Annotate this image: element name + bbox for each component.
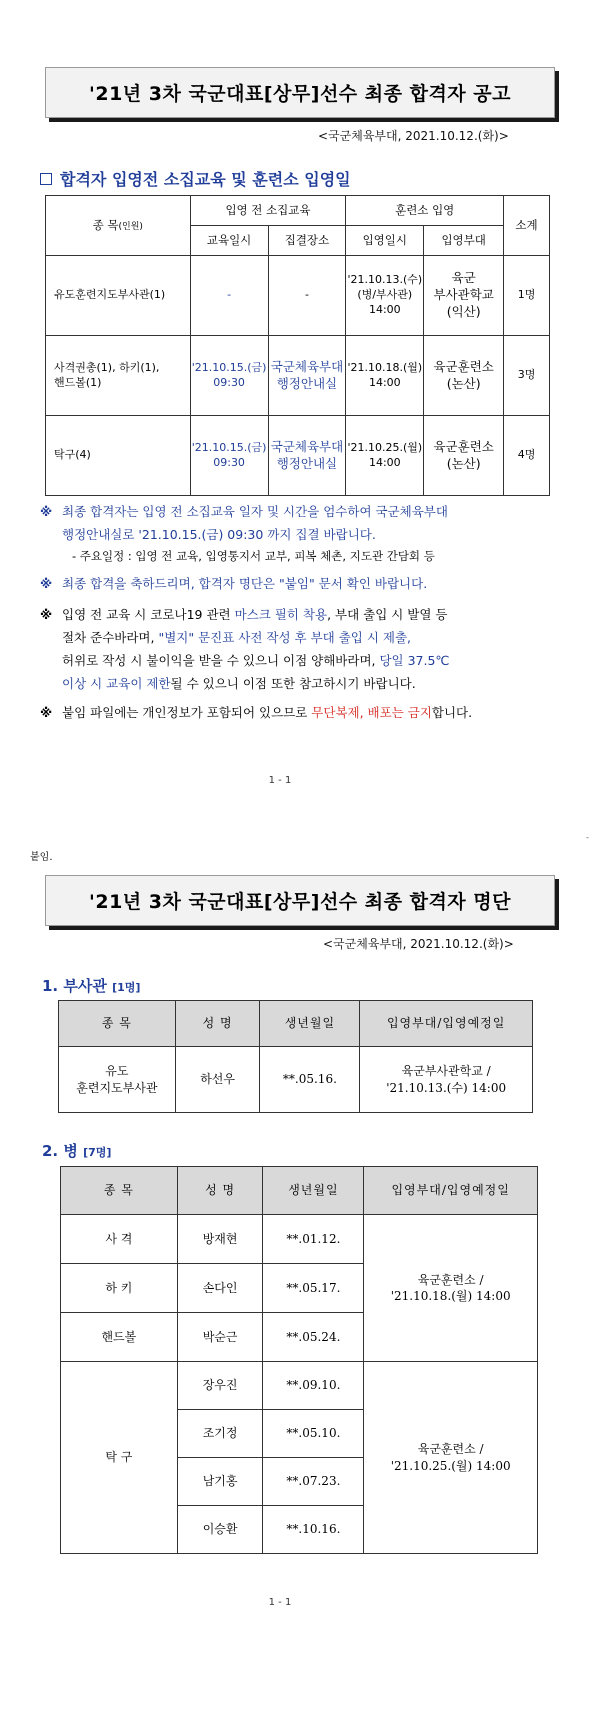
table-row: 탁 구 장우진 **.09.10. 육군훈련소 / '21.10.25.(월) 14:00 (61, 1362, 538, 1410)
header-edu-date: 교육일시 (190, 226, 268, 256)
note-4: ※ 붙임 파일에는 개인정보가 포함되어 있으므로 무단복제, 배포는 금지합니다. (40, 705, 473, 720)
page-number: 1 - 1 (268, 1597, 292, 1608)
table-row: 조기정 **.05.10. (61, 1410, 538, 1458)
table-row: 사격권총(1), 하키(1), 핸드볼(1) '21.10.15.(금) 09:30 국군체육부대 행정안내실 '21.10.18.(월) 14:00 육군훈련소 (논산) 3명 (46, 336, 550, 416)
header-sport: 종 목 (61, 1167, 178, 1215)
nco-table (58, 1000, 533, 1113)
notes-block (40, 500, 570, 724)
note-1-sub: - 주요일정 : 입영 전 교육, 입영통지서 교부, 피복 체촌, 지도관 간담회 등 (72, 549, 435, 563)
table-row: 유도 훈련지도부사관 하선우 **.05.16. 육군부사관학교 / '21.10.13.(수) 14:00 (59, 1047, 533, 1113)
table-row: 하 키 손다인 **.05.17. (61, 1264, 538, 1313)
table-row: 남기홍 **.07.23. (61, 1458, 538, 1506)
section-enlisted-heading: 2. 병 [7명] (42, 1142, 112, 1160)
notice-dateline: <국군체육부대, 2021.10.12.(화)> (318, 129, 509, 143)
notice-title: '21년 3차 국군대표[상무]선수 최종 합격자 공고 (45, 67, 555, 118)
header-camp-date: 입영일시 (346, 226, 424, 256)
header-edu-place: 집결장소 (268, 226, 346, 256)
table-row: 사 격 방재현 **.01.12. 육군훈련소 / '21.10.18.(월) 14:00 (61, 1215, 538, 1264)
header-edu: 입영 전 소집교육 (190, 196, 346, 226)
header-camp-unit: 입영부대 (424, 226, 504, 256)
header-camp: 훈련소 입영 (346, 196, 504, 226)
note-2: ※ 최종 합격을 축하드리며, 합격자 명단은 "붙임" 문서 확인 바랍니다. (40, 576, 428, 591)
schedule-table (45, 195, 550, 496)
header-name: 성 명 (175, 1001, 260, 1047)
header-subtotal: 소계 (504, 196, 550, 256)
page-mark: - (586, 833, 589, 842)
note-3: ※ 입영 전 교육 시 코로나19 관련 마스크 필히 착용, 부대 출입 시 발열 등 절차 준수바라며, "별지" 문진표 사전 작성 후 부대 출입 시 제출, 허위로 작성 시 불이익을 받을 수 있으니 이점 양해바라며, 당일 37.5℃ 이상 시 교육이 제한될 수 있으니 이점 또한 참고하시기 바랍니다. (40, 607, 450, 691)
list-title: '21년 3차 국군대표[상무]선수 최종 합격자 명단 (45, 875, 555, 926)
list-dateline: <국군체육부대, 2021.10.12.(화)> (323, 937, 514, 951)
checkbox-square-icon (40, 173, 52, 185)
header-unit: 입영부대/입영예정일 (364, 1167, 538, 1215)
note-1: ※ 최종 합격자는 입영 전 소집교육 일자 및 시간을 엄수하여 국군체육부대 행정안내실로 '21.10.15.(금) 09:30 까지 집결 바랍니다. (40, 504, 448, 542)
section-heading: 합격자 입영전 소집교육 및 훈련소 입영일 (40, 167, 351, 190)
table-row: 유도훈련지도부사관(1) - - '21.10.13.(수) (병/부사관) 14:00 육군 부사관학교 (익산) 1명 (46, 256, 550, 336)
page-number: 1 - 1 (268, 775, 292, 786)
header-dob: 생년월일 (263, 1167, 364, 1215)
table-row: 탁구(4) '21.10.15.(금) 09:30 국군체육부대 행정안내실 '21.10.25.(월) 14:00 육군훈련소 (논산) 4명 (46, 416, 550, 496)
table-row: 이승환 **.10.16. (61, 1506, 538, 1554)
header-dob: 생년월일 (260, 1001, 360, 1047)
header-unit: 입영부대/입영예정일 (360, 1001, 533, 1047)
header-sport: 종 목(인원) (46, 196, 191, 256)
table-row: 핸드볼 박순근 **.05.24. (61, 1313, 538, 1362)
enlisted-table (60, 1166, 538, 1554)
header-sport: 종 목 (59, 1001, 176, 1047)
attachment-label: 붙임. (30, 852, 53, 863)
header-name: 성 명 (177, 1167, 263, 1215)
section-nco-heading: 1. 부사관 [1명] (42, 977, 141, 995)
